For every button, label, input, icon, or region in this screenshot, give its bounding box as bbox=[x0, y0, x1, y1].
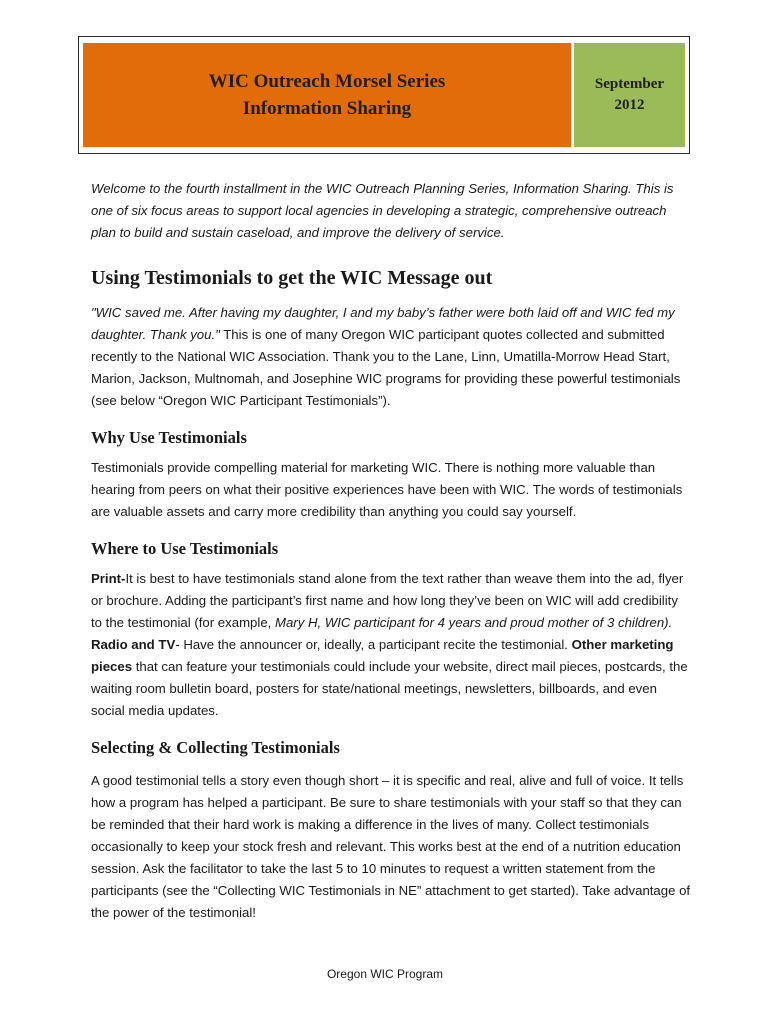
banner-title-line2: Information Sharing bbox=[242, 98, 412, 119]
print-text: It is best to have testimonials stand alone from the text rather than weave them into the ad, flyer or brochure. Adding the participant’s first name and how long they’ve been on WIC will add credibility to the testimonial (for example, bbox=[91, 571, 684, 630]
quote-paragraph-text: This is one of many Oregon WIC participant quotes collected and submitted recently to the National WIC Association. Thank you to the Lane, Linn, Umatilla-Morrow Head Start, Marion, Jackson, Multnomah, and Josephine WIC programs for providing these powerful testimonials (see below “Oregon WIC Participant Testimonials”). bbox=[91, 327, 681, 408]
where-heading: Where to Use Testimonials bbox=[91, 539, 279, 558]
participant-quote: "WIC saved me. After having my daughter, I and my baby’s father were both laid off and WIC fed my daughter. Thank you." bbox=[91, 305, 675, 342]
why-paragraph: Testimonials provide compelling material for marketing WIC. There is nothing more valuable than hearing from peers on what their positive experiences have been with WIC. The words of testimonials are valuable assets and carry more credibility than anything you could say yourself. bbox=[91, 460, 683, 519]
header-banner bbox=[78, 36, 690, 154]
header-banner-inner bbox=[83, 43, 685, 147]
where-paragraph bbox=[91, 568, 691, 722]
page-footer: Oregon WIC Program bbox=[326, 967, 444, 981]
radio-tv-text: - Have the announcer or, ideally, a participant recite the testimonial. bbox=[175, 637, 572, 652]
quote-paragraph bbox=[91, 302, 691, 412]
other-marketing-label: Other marketing pieces bbox=[91, 637, 674, 674]
radio-tv-label: Radio and TV bbox=[91, 637, 176, 652]
document-body bbox=[91, 178, 691, 924]
main-heading: Using Testimonials to get the WIC Message out bbox=[91, 267, 493, 289]
other-marketing-text: that can feature your testimonials could include your website, direct mail pieces, postcards, the waiting room bulletin board, posters for state/national meetings, newsletters, billboards, and even social media updates. bbox=[91, 659, 688, 718]
banner-title-line1: WIC Outreach Morsel Series bbox=[208, 71, 446, 92]
banner-title-box bbox=[83, 43, 571, 147]
banner-date-box bbox=[574, 43, 685, 147]
selecting-paragraph: A good testimonial tells a story even though short – it is specific and real, alive and full of voice. It tells how a program has helped a participant. Be sure to share testimonials with your staff so that they can be reminded that their hard work is making a difference in the lives of many. Collect testimonials occasionally to keep your stock fresh and relevant. This works best at the end of a nutrition education session. Ask the facilitator to take the last 5 to 10 minutes to request a written statement from the participants (see the “Collecting WIC Testimonials in NE” attachment to get started). Take advantage of the power of the testimonial! bbox=[91, 773, 691, 920]
selecting-heading: Selecting & Collecting Testimonials bbox=[91, 738, 340, 757]
banner-month: September bbox=[594, 76, 665, 92]
why-heading: Why Use Testimonials bbox=[91, 428, 247, 447]
banner-year: 2012 bbox=[614, 97, 645, 113]
print-label: Print- bbox=[91, 571, 126, 586]
example-text: Mary H, WIC participant for 4 years and proud mother of 3 children). bbox=[274, 615, 673, 630]
intro-paragraph: Welcome to the fourth installment in the WIC Outreach Planning Series, Information Sharing. This is one of six focus areas to support local agencies in developing a strategic, comprehensive outreach plan to build and sustain caseload, and improve the delivery of service. bbox=[91, 181, 674, 240]
